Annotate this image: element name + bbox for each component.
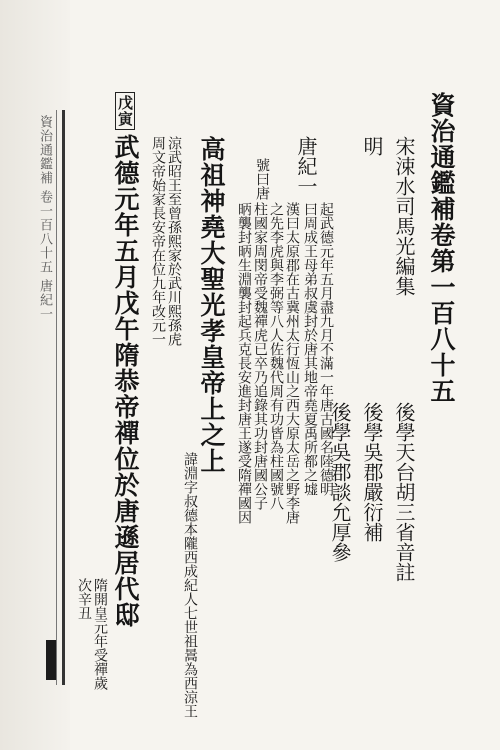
volume-title: 資治通鑑補卷第一百八十五 xyxy=(427,92,456,404)
era-note-3a: 柱國家周閔帝受魏禪虎已卒乃追錄其功封唐國公子 xyxy=(252,202,268,510)
text-block xyxy=(74,92,456,718)
spine-volume: 卷一百八十五 xyxy=(37,190,52,275)
annotator-line: 後學天台胡三省音註 xyxy=(392,402,416,582)
binding-rule-thick xyxy=(62,110,65,685)
spine-section: 唐紀一 xyxy=(37,279,52,322)
entry-main: 戊寅武德元年五月戊午隋恭帝禪位於唐遜居代邸 xyxy=(110,92,140,628)
dynasty-mark: 明 xyxy=(360,136,384,156)
binding-margin xyxy=(0,0,70,750)
author-line: 宋涑水司馬光編集 xyxy=(392,136,416,296)
era-heading: 唐紀一 xyxy=(294,136,318,196)
compiler-a: 後學吳郡嚴衍補 xyxy=(360,402,384,542)
ink-mark xyxy=(46,640,56,680)
emperor-heading: 高祖神堯大聖光孝皇帝上之上 xyxy=(197,136,226,474)
era-note-1a: 起武德元年五月盡九月不滿一年唐古國名陸德明 xyxy=(318,202,334,496)
emperor-note-a: 諱淵字叔德本隴西成紀人七世祖暠為西涼王 xyxy=(182,452,198,718)
era-note-2b: 之先李虎與李弼等八人佐魏代周有功皆為柱國號八 xyxy=(268,202,284,510)
year-seal: 戊寅 xyxy=(115,92,135,130)
binding-rule-thin xyxy=(56,110,57,685)
emperor-note-b: 涼武昭王至曾孫熙家於武川熙孫虎 xyxy=(166,136,182,346)
entry-note-b: 次辛丑 xyxy=(76,578,92,620)
compiler-b: 後學吳郡談允厚參 xyxy=(328,402,352,562)
era-note-2a: 漢曰太原郡在古冀州太行恆山之西大原太岳之野李唐 xyxy=(284,202,300,524)
era-note-3b: 昞襲封昞生淵襲封起兵克長安進封唐王遂受隋禪國因 xyxy=(236,202,252,524)
spine-label xyxy=(36,115,54,321)
entry-note-a: 隋開皇元年受禪歲 xyxy=(92,578,108,690)
era-note-1b: 曰周成王母弟叔虞封於唐其地帝堯夏禹所都之墟 xyxy=(302,202,318,496)
emperor-note-c: 周文帝始家長安帝在位九年改元一 xyxy=(150,136,166,346)
era-sub-note: 號曰唐 xyxy=(254,158,270,200)
spine-title: 資治通鑑補 xyxy=(37,115,52,185)
